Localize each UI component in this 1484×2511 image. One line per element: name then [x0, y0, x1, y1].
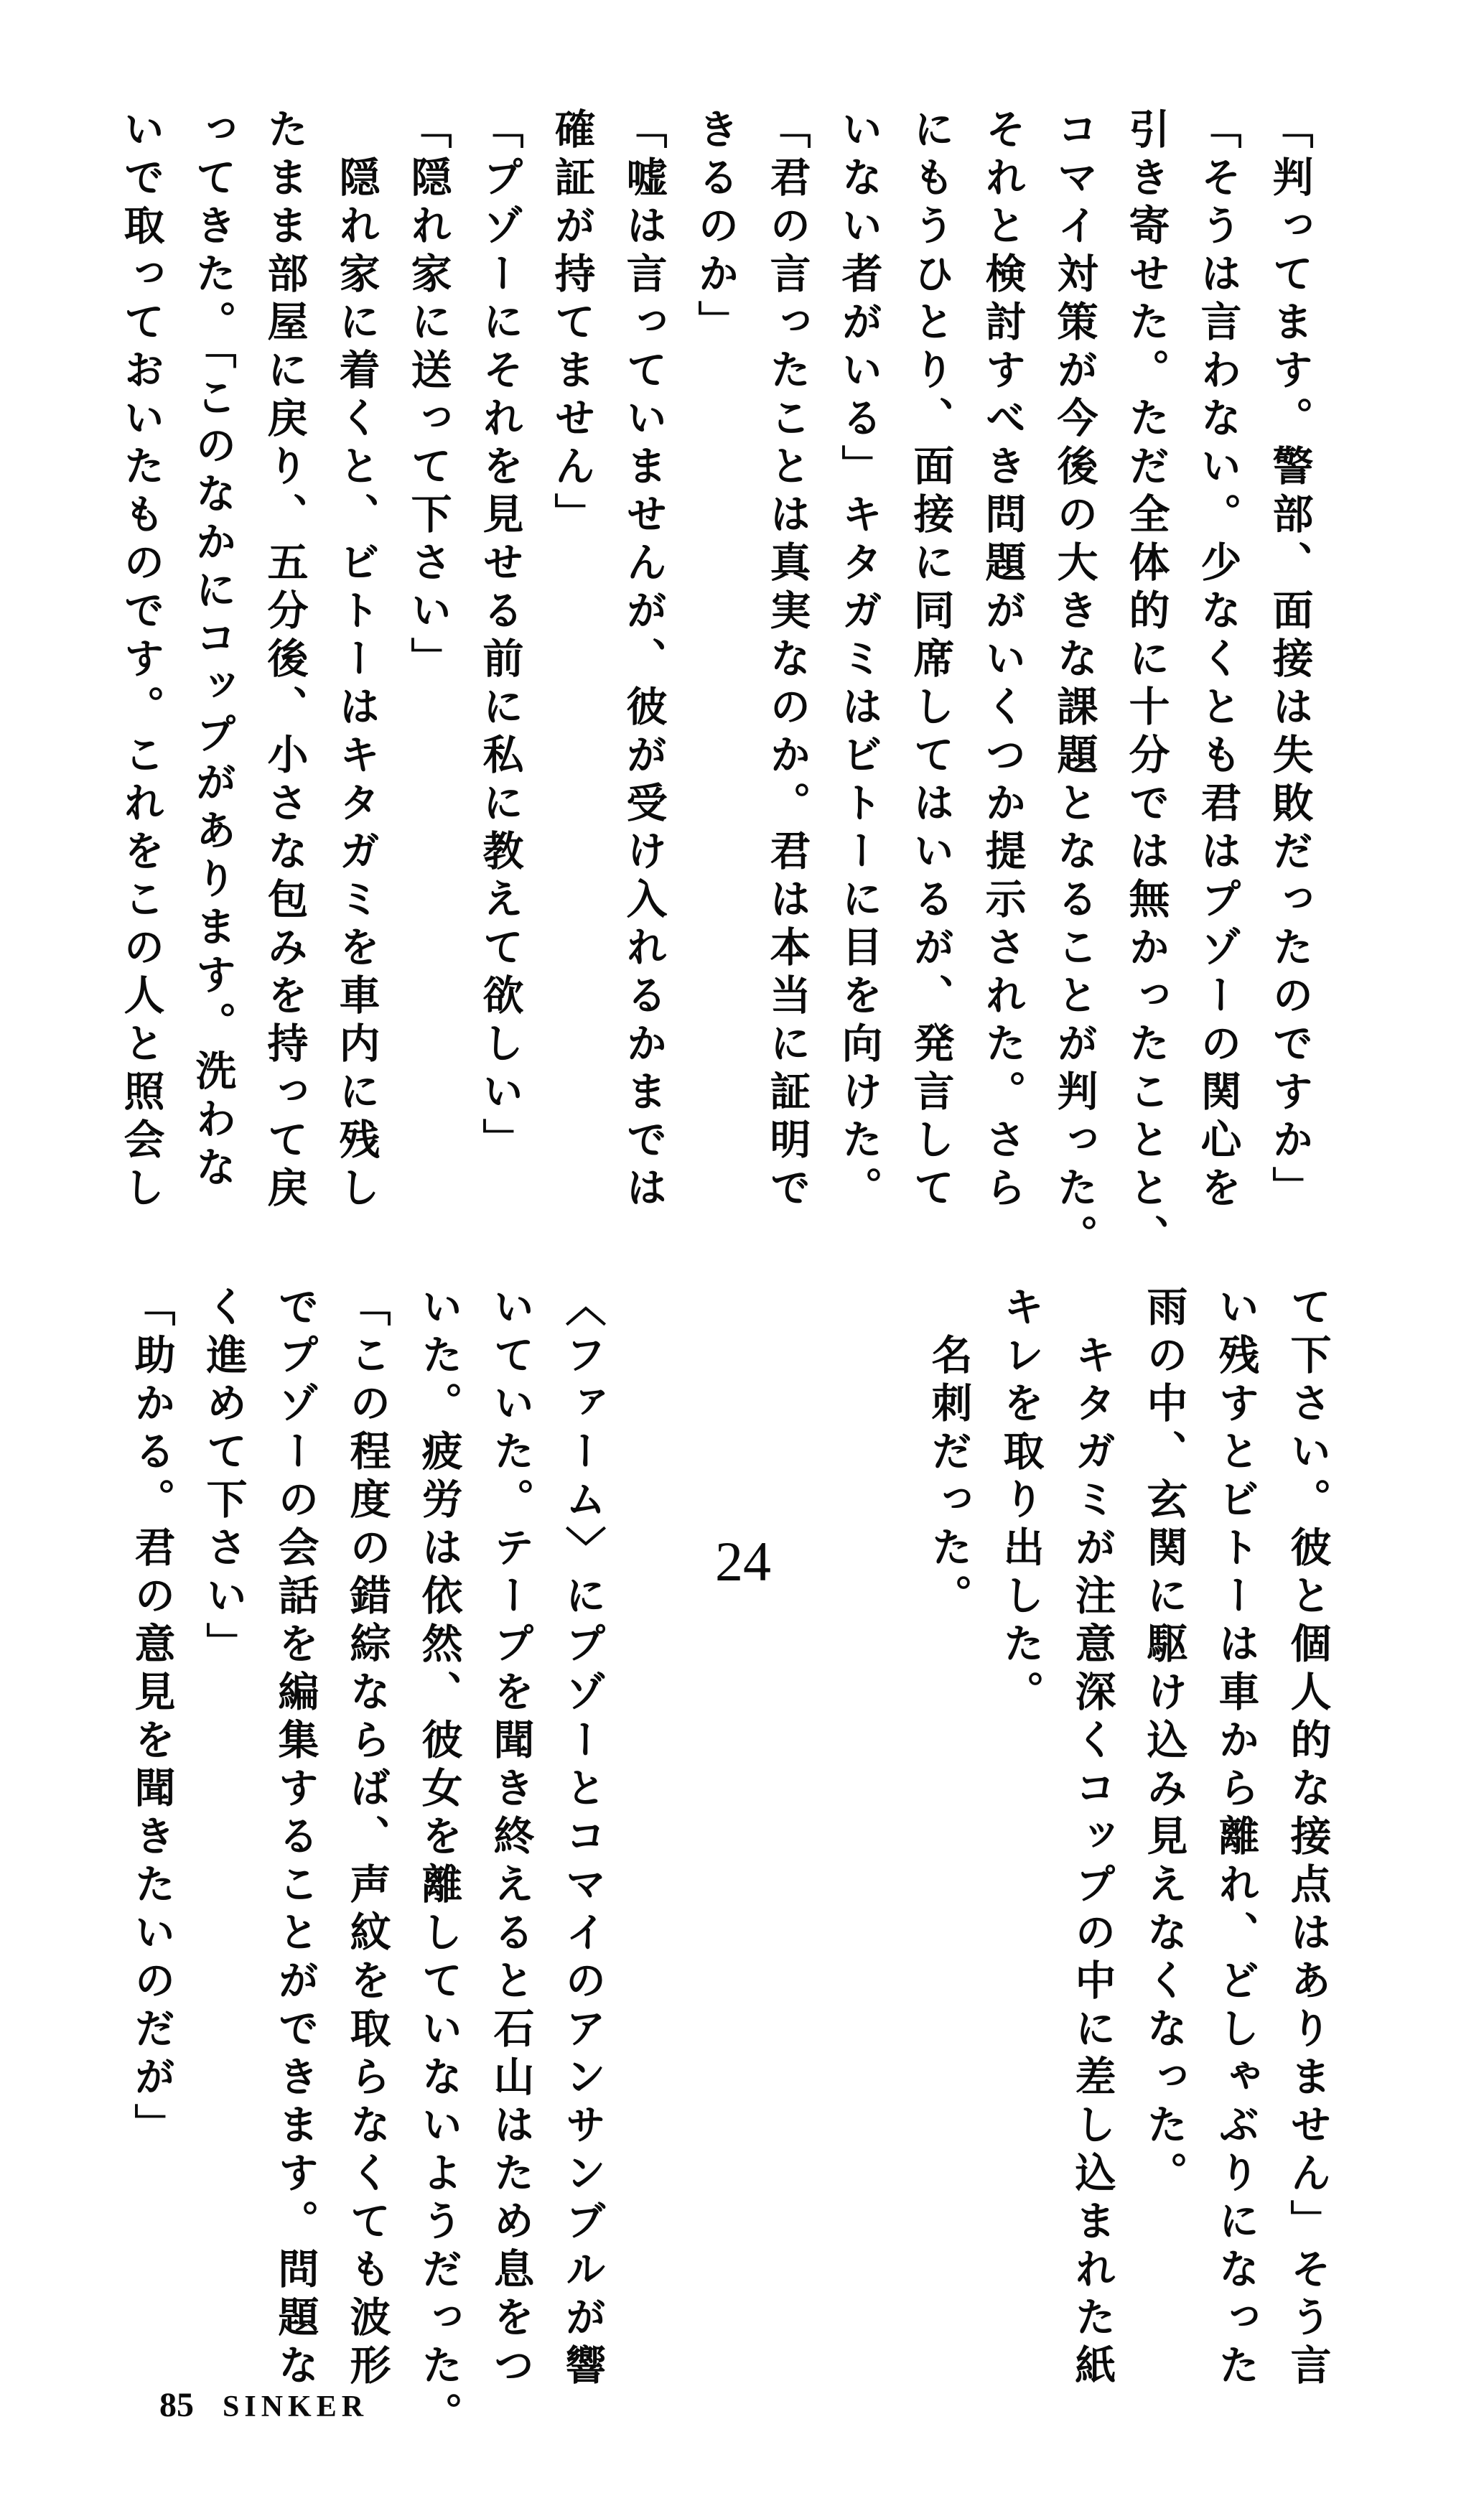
bottom-text-block-2	[115, 1285, 617, 2477]
text-column: にもうひとり、面接に同席してはいるが、発言して	[907, 108, 953, 1214]
text-column: でプゾーの会話を編集することができます。問題な	[272, 1285, 317, 2392]
text-column: それと検討すべき問題がいくつか提示された。さら	[979, 108, 1025, 1214]
text-column: いていた。テープを聞き終えると石山はため息をつ	[487, 1285, 533, 2392]
book-title: SINKER	[223, 2390, 369, 2423]
text-column: 〈ファーム〉にプゾーとコマイのアンサンブルが響	[559, 1285, 605, 2392]
text-column: キタガミが注意深くコップの中に差し込まれた紙	[1069, 1285, 1114, 2392]
text-column: いで取っておいたものです。これをこの人と照会し	[118, 108, 163, 1214]
text-column: 「判ってます。警部、面接は失敗だったのですか」	[1266, 108, 1312, 1214]
text-column: く進めて下さい」	[200, 1285, 246, 1670]
text-column: 「そうは言わない。少なくとも君はプゾーの関心を	[1195, 108, 1240, 1214]
text-column: 「この程度の錯綜ならば、声紋を取らなくても波形	[344, 1285, 389, 2392]
page-footer	[159, 2385, 368, 2425]
text-column: 「助かる。君の意見を聞きたいのだが」	[129, 1285, 174, 2151]
text-column: 隠れ家に着くと、ビトーはキタガミを車内に残し	[333, 108, 378, 1214]
chapter-number: 24	[715, 1530, 771, 1593]
text-column: 「君の言ったことは真実なのか。君は本当に証明で	[764, 108, 809, 1214]
text-column: いた。疲労は依然、彼女を離していないようだった。	[416, 1285, 461, 2440]
text-column: 「嘘は言っていませんが、彼が受け入れるかまでは	[620, 108, 666, 1214]
text-column: ってきた。「このなかにコップがあります。洗わな	[190, 108, 235, 1194]
text-column: 確証が持てません」	[549, 108, 594, 541]
text-column: いない者がいる」キタガミはビトーに目を向けた。	[836, 108, 881, 1214]
text-column: コマイ対策が今後の大きな課題となることが判った。	[1051, 108, 1096, 1262]
top-text-block	[104, 108, 1325, 1300]
text-column: い残すとビトーは車から離れ、どしゃぶりになった	[1213, 1285, 1258, 2392]
text-column: 雨の中、玄関に駆け込み見えなくなった。	[1141, 1285, 1186, 2199]
text-column: 名刺だった。	[925, 1285, 971, 1622]
text-column: 「プゾーにそれを見せる前に私に教えて欲しい」	[477, 108, 522, 1166]
text-column: キレを取り出した。	[997, 1285, 1042, 1718]
text-column: て下さい。彼と個人的な接点はありません」そう言	[1284, 1285, 1330, 2392]
text-column: きるのか」	[692, 108, 737, 348]
page-number: 85	[159, 2386, 194, 2424]
bottom-text-block-1	[912, 1285, 1343, 2477]
text-column: 「隠れ家に送って下さい」	[405, 108, 450, 685]
text-column: 引き寄せた。ただ全体的に十分では無かったことと、	[1123, 108, 1168, 1262]
text-column: たまま部屋に戻り、五分後、小さな包みを持って戻	[261, 108, 307, 1214]
